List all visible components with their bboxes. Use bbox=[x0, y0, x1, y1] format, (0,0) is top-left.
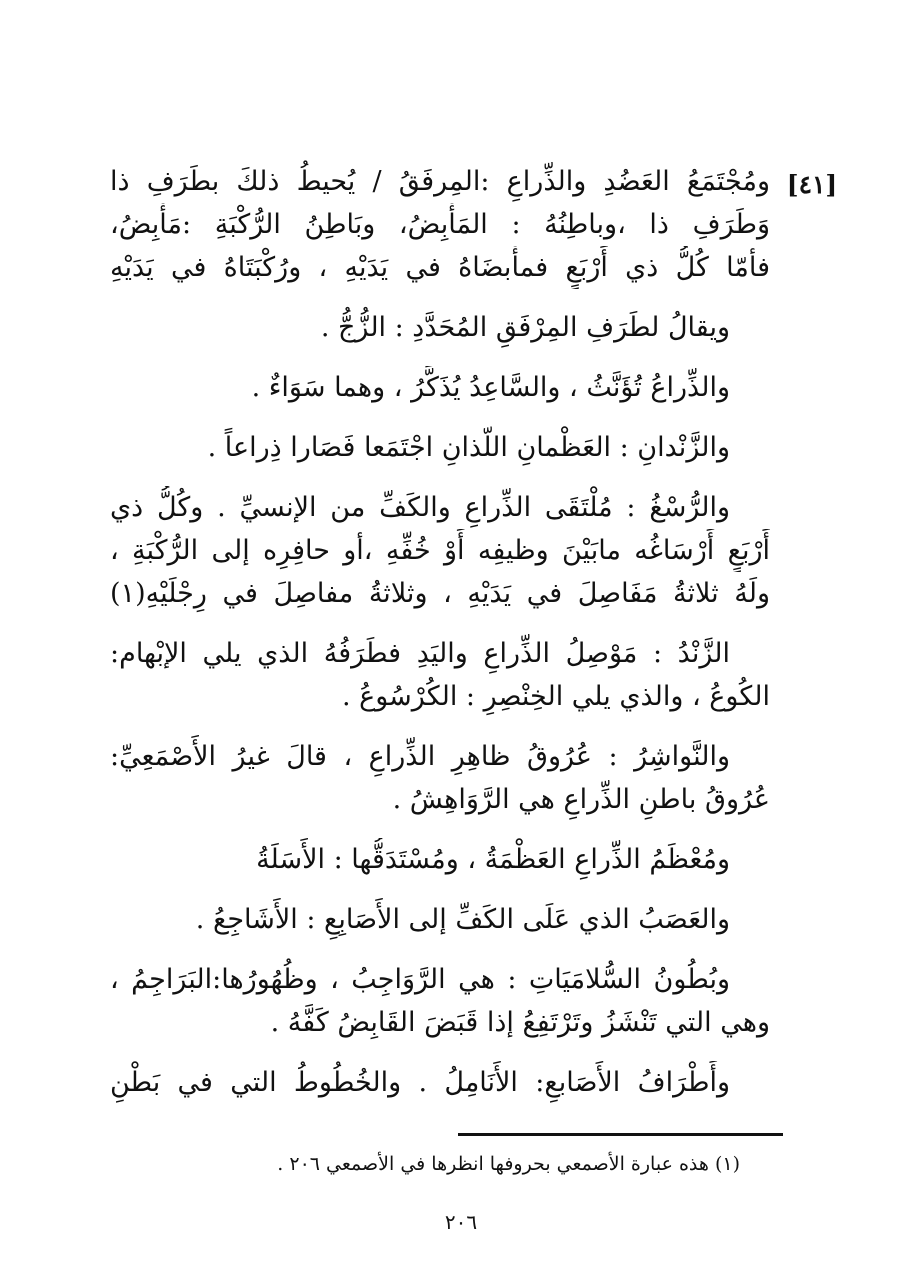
section-marker: [٤١] bbox=[786, 170, 838, 199]
text-line: والرُّسْغُ : مُلْتَقَى الذِّراعِ والكَفِّ من الإنسيِّ . وكُلُّ ذي bbox=[110, 492, 730, 523]
text-line: ومُجْتَمَعُ العَضُدِ والذِّراعِ :المِرفَقُ / يُحيطُ ذلكَ بطَرَفِ ذا bbox=[110, 166, 770, 197]
text-line: الزَّنْدُ : مَوْصِلُ الذِّراعِ واليَدِ فطَرَفُهُ الذي يلي الإبْهام: bbox=[110, 638, 730, 669]
text-line: والزَّنْدانِ : العَظْمانِ اللّذانِ اجْتَمَعا فَصَارا ذِراعاً . bbox=[207, 432, 730, 463]
text-line: ويقالُ لطَرَفِ المِرْفَقِ المُحَدَّدِ : الزُّجُّ . bbox=[320, 312, 730, 343]
text-line: ومُعْظَمُ الذِّراعِ العَظْمَةُ ، ومُسْتَدَقُّها : الأَسَلَةُ bbox=[256, 844, 730, 875]
text-line: أَرْبَعٍ أَرْسَاغُه مابَيْنَ وظيفِه أَوْ خُفِّهِ ،أو حافِرِه إلى الرُّكْبَةِ ، bbox=[110, 535, 770, 566]
text-line: وأَطْرَافُ الأَصَابعِ: الأَنَامِلُ . والخُطُوطُ التي في بَطْنِ bbox=[110, 1067, 730, 1098]
text-line: الكُوعُ ، والذي يلي الخِنْصِرِ : الكُرْسُوعُ . bbox=[341, 681, 770, 712]
text-line: وهي التي تَنْشَزُ وتَرْتَفِعُ إذا قَبَضَ القَابِضُ كَفَّهُ . bbox=[270, 1007, 770, 1038]
text-line: ولَهُ ثلاثةُ مَفَاصِلَ في يَدَيْهِ ، وثلاثةُ مفاصِلَ في رِجْلَيْهِ(١) bbox=[110, 578, 770, 609]
text-line: والذِّراعُ تُؤَنَّثُ ، والسَّاعِدُ يُذَكَّرُ ، وهما سَوَاءٌ . bbox=[251, 372, 730, 403]
footnote: (١) هذه عبارة الأصمعي بحروفها انظرها في الأصمعي ٢٠٦ . bbox=[277, 1153, 740, 1175]
footnote-separator bbox=[458, 1133, 783, 1136]
text-line: وَطَرَفِ ذا ،وباطِنُهُ : المَأْبِضُ، وبَاطِنُ الرُّكْبَةِ :مَأْبِضُ، bbox=[110, 209, 770, 240]
text-line: عُرُوقُ باطنِ الذِّراعِ هي الرَّوَاهِشُ . bbox=[392, 784, 770, 815]
text-line: وبُطُونُ السُّلامَيَاتِ : هي الرَّوَاجِبُ ، وظُهُورُها:البَرَاجِمُ ، bbox=[110, 964, 730, 995]
page-number: ٢٠٦ bbox=[444, 1210, 478, 1234]
text-line: فأمّا كُلُّ ذي أَرْبَعٍ فمأْبضَاهُ في يَدَيْهِ ، ورُكْبَتَاهُ في يَدَيْهِ bbox=[110, 252, 770, 283]
text-line: والنَّواشِرُ : عُرُوقُ ظاهِرِ الذِّراعِ ، قالَ غيرُ الأَصْمَعِيِّ: bbox=[110, 741, 730, 772]
text-line: والعَصَبُ الذي عَلَى الكَفِّ إلى الأَصَابِعِ : الأَشَاجِعُ . bbox=[195, 904, 730, 935]
main-text bbox=[110, 160, 770, 1104]
